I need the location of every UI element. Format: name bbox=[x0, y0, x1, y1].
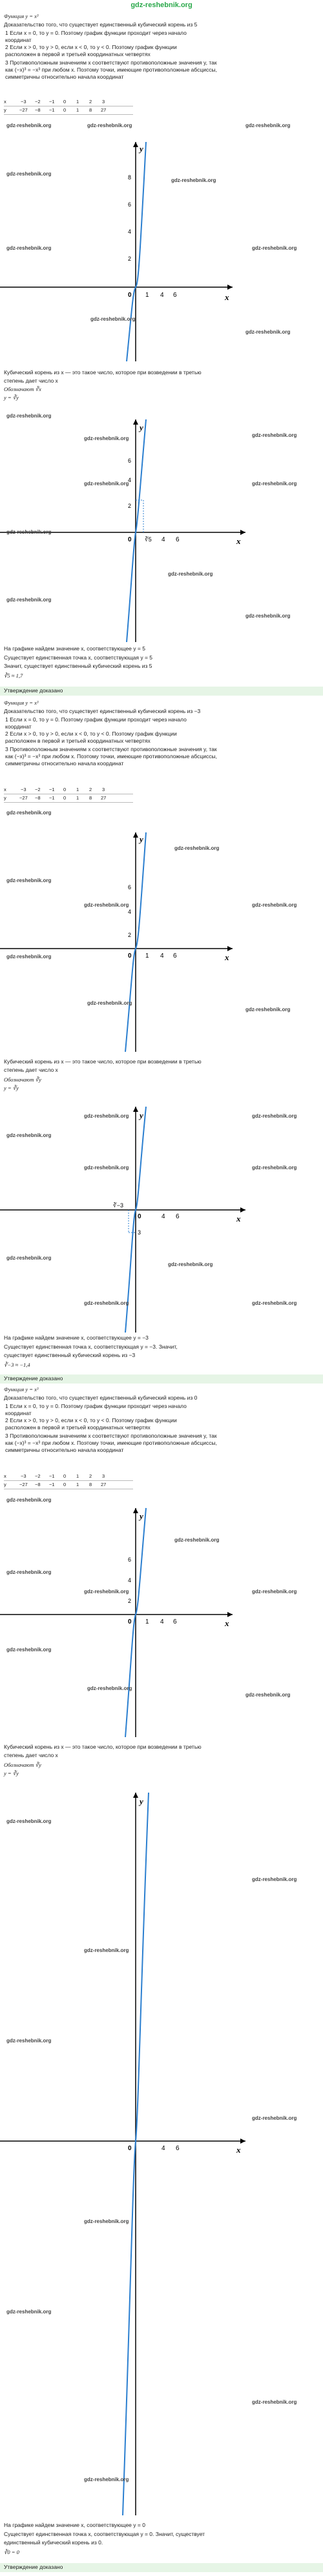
origin-label: 0 bbox=[128, 292, 132, 299]
table-row-x: x −3 −2 −1 0 1 2 3 bbox=[4, 1473, 133, 1481]
tick-y: 6 bbox=[128, 884, 132, 891]
function-line: Функция y = x³ bbox=[4, 1386, 39, 1393]
definition-line: степень дает число x bbox=[4, 377, 58, 384]
watermark: gdz-reshebnik.org bbox=[6, 2038, 52, 2044]
tick-y: 2 bbox=[128, 1598, 132, 1604]
tick-x: 6 bbox=[176, 2145, 180, 2152]
tick-x: 1 bbox=[145, 292, 149, 299]
value-table bbox=[4, 1473, 133, 1489]
tick-y: 6 bbox=[128, 458, 132, 464]
watermark: gdz-reshebnik.org bbox=[252, 2399, 297, 2405]
x-axis-label: x bbox=[236, 536, 241, 546]
graph-find: На графике найдем значение x, соответствующее y = −3 bbox=[4, 1334, 149, 1341]
result: ∛−3 ≈ −1,4 bbox=[4, 1362, 30, 1368]
watermark: gdz-reshebnik.org bbox=[168, 571, 213, 577]
watermark: gdz-reshebnik.org bbox=[6, 245, 52, 251]
origin-label: 0 bbox=[138, 1213, 141, 1220]
tick-x: 1 bbox=[145, 1618, 149, 1625]
watermark: gdz-reshebnik.org bbox=[87, 1685, 132, 1691]
case-2: 2 Если x > 0, то y > 0, если x < 0, то y < 0. Поэтому график функции расположен в первой и третьей координатных четвертях bbox=[5, 730, 177, 744]
tick-x: 4 bbox=[160, 1618, 164, 1625]
table-row-y: y −27 −8 −1 0 1 8 27 bbox=[4, 1481, 133, 1489]
watermark: gdz-reshebnik.org bbox=[252, 481, 297, 487]
watermark: gdz-reshebnik.org bbox=[6, 810, 52, 816]
x-axis-label: x bbox=[236, 1214, 241, 1223]
cube-root-graph bbox=[0, 403, 323, 642]
cube-graph bbox=[0, 116, 323, 361]
watermark: gdz-reshebnik.org bbox=[252, 902, 297, 908]
result: ∛0 = 0 bbox=[4, 2549, 19, 2555]
proof-intro: Доказательство того, что существует единственный кубический корень из −3 bbox=[4, 708, 201, 714]
watermark: gdz-reshebnik.org bbox=[87, 123, 132, 128]
watermark: gdz-reshebnik.org bbox=[245, 613, 291, 619]
watermark: gdz-reshebnik.org bbox=[252, 1589, 297, 1595]
watermark: gdz-reshebnik.org bbox=[252, 1300, 297, 1306]
tick-y: 8 bbox=[128, 174, 132, 181]
watermark: gdz-reshebnik.org bbox=[245, 1007, 291, 1012]
watermark: gdz-reshebnik.org bbox=[84, 1300, 129, 1306]
x-axis-label: x bbox=[225, 1618, 229, 1628]
watermark: gdz-reshebnik.org bbox=[84, 1589, 129, 1595]
proof-intro: Доказательство того, что существует единственный кубический корень из 0 bbox=[4, 1394, 198, 1401]
watermark: gdz-reshebnik.org bbox=[84, 481, 129, 487]
function-line: Функция y = x³ bbox=[4, 699, 39, 706]
table-row-y: y −27 −8 −1 0 1 8 27 bbox=[4, 794, 133, 803]
result: ∛5 ≈ 1,7 bbox=[4, 672, 23, 679]
watermark: gdz-reshebnik.org bbox=[245, 1692, 291, 1698]
inverse-function: y = ∛y bbox=[4, 394, 19, 401]
watermark: gdz-reshebnik.org bbox=[252, 1113, 297, 1119]
origin-label: 0 bbox=[128, 952, 132, 960]
definition-line: Кубический корень из x — это такое число, которое при возведении в третью bbox=[4, 1744, 202, 1750]
watermark: gdz-reshebnik.org bbox=[252, 245, 297, 251]
site-header bbox=[0, 0, 323, 10]
graph-find: На графике найдем значение x, соответствующее y = 5 bbox=[4, 645, 145, 652]
watermark: gdz-reshebnik.org bbox=[6, 954, 52, 960]
denote-line: Обозначают ∛x bbox=[4, 386, 41, 392]
watermark: gdz-reshebnik.org bbox=[168, 1262, 213, 1267]
tick-y: 3 bbox=[138, 1229, 141, 1236]
cube-graph bbox=[0, 807, 323, 1052]
table-row-x: x −3 −2 −1 0 1 2 3 bbox=[4, 98, 133, 106]
tick-x: 6 bbox=[173, 1618, 177, 1625]
watermark: gdz-reshebnik.org bbox=[252, 2115, 297, 2121]
proved-banner: Утверждение доказано bbox=[0, 1374, 323, 1384]
watermark: gdz-reshebnik.org bbox=[6, 529, 52, 535]
watermark: gdz-reshebnik.org bbox=[6, 1132, 52, 1138]
conclusion: Значит, существует единственный кубический корень из 5 bbox=[4, 663, 152, 669]
tick-x: 4 bbox=[160, 292, 164, 299]
case-2: 2 Если x > 0, то y > 0, если x < 0, то y < 0. Поэтому график функции расположен в первой и третьей координатных четвертях bbox=[5, 1417, 177, 1431]
tick-y: 4 bbox=[128, 228, 132, 235]
inverse-function: y = ∛y bbox=[4, 1770, 19, 1776]
proved-banner: Утверждение доказано bbox=[0, 687, 323, 696]
watermark: gdz-reshebnik.org bbox=[84, 2219, 129, 2224]
watermark: gdz-reshebnik.org bbox=[84, 1113, 129, 1119]
watermark: gdz-reshebnik.org bbox=[6, 1255, 52, 1261]
case-3: 3 Противоположным значениям x соответствуют противоположные значения y, так как (−x)³ = −x³ при любом x. Поэтому точки, имеющие противоположные абсциссы, симметричны относительно начала координат bbox=[5, 59, 218, 80]
watermark: gdz-reshebnik.org bbox=[171, 177, 216, 183]
tick-x: 4 bbox=[160, 952, 164, 960]
proof-intro: Доказательство того, что существует единственный кубический корень из 5 bbox=[4, 21, 198, 28]
value-table bbox=[4, 786, 133, 803]
cube-curve bbox=[127, 419, 146, 642]
watermark: gdz-reshebnik.org bbox=[6, 413, 52, 419]
watermark: gdz-reshebnik.org bbox=[87, 1000, 132, 1006]
cube-root-graph bbox=[0, 1094, 323, 1333]
watermark: gdz-reshebnik.org bbox=[252, 1877, 297, 1882]
x-axis-label: x bbox=[225, 292, 229, 302]
watermark: gdz-reshebnik.org bbox=[252, 1165, 297, 1171]
case-3: 3 Противоположным значениям x соответствуют противоположные значения y, так как (−x)³ = −x³ при любом x. Поэтому точки, имеющие противоположные абсциссы, симметричны относительно начала координат bbox=[5, 746, 218, 767]
y-axis-label: y bbox=[140, 144, 143, 154]
x-axis-label: x bbox=[225, 952, 229, 962]
cube-graph bbox=[0, 1492, 323, 1737]
watermark: gdz-reshebnik.org bbox=[84, 436, 129, 441]
graph-find: На графике найдем значение x, соответствующее y = 0 bbox=[4, 2522, 145, 2528]
case-1: 1 Если x = 0, то y = 0. Поэтому график функции проходит через начало координат bbox=[5, 1403, 187, 1416]
tick-x: 6 bbox=[173, 952, 177, 960]
tick-x: 1 bbox=[145, 952, 149, 960]
tick-x: 4 bbox=[162, 536, 165, 543]
watermark: gdz-reshebnik.org bbox=[245, 123, 291, 128]
denote-line: Обозначают ∛y bbox=[4, 1076, 41, 1083]
tick-y: 2 bbox=[128, 932, 132, 938]
site-logo[interactable]: gdz-reshebnik.org bbox=[130, 1, 193, 9]
watermark: gdz-reshebnik.org bbox=[84, 2477, 129, 2482]
watermark: gdz-reshebnik.org bbox=[6, 1497, 52, 1503]
origin-label: 0 bbox=[128, 536, 132, 543]
watermark: gdz-reshebnik.org bbox=[6, 2309, 52, 2315]
tick-x: 6 bbox=[176, 1213, 180, 1220]
watermark: gdz-reshebnik.org bbox=[6, 1818, 52, 1824]
watermark: gdz-reshebnik.org bbox=[84, 1947, 129, 1953]
watermark: gdz-reshebnik.org bbox=[84, 902, 129, 908]
tick-y: 6 bbox=[128, 201, 132, 208]
value-table bbox=[4, 98, 133, 115]
definition-line: Кубический корень из x — это такое число, которое при возведении в третью bbox=[4, 369, 202, 376]
inverse-function: y = ∛y bbox=[4, 1085, 19, 1091]
case-1: 1 Если x = 0, то y = 0. Поэтому график функции проходит через начало координат bbox=[5, 716, 187, 730]
watermark: gdz-reshebnik.org bbox=[90, 316, 136, 322]
case-1: 1 Если x = 0, то y = 0. Поэтому график функции проходит через начало координат bbox=[5, 30, 187, 43]
proved-banner: Утверждение доказано bbox=[0, 2563, 323, 2572]
table-row-y: y −27 −8 −1 0 1 8 27 bbox=[4, 106, 133, 115]
x-axis-label: x bbox=[236, 2145, 241, 2155]
unique-point: Существует единственная точка x, соответствующая y = −3. Значит, bbox=[4, 1343, 178, 1350]
tick-y: 4 bbox=[128, 1577, 132, 1584]
tick-x: 4 bbox=[162, 2145, 165, 2152]
cube-root-graph bbox=[0, 1780, 323, 2519]
watermark: gdz-reshebnik.org bbox=[84, 1165, 129, 1171]
origin-label: 0 bbox=[128, 2145, 132, 2152]
conclusion: единственный кубический корень из 0. bbox=[4, 2539, 103, 2546]
tick-x: 6 bbox=[173, 292, 177, 299]
watermark: gdz-reshebnik.org bbox=[252, 432, 297, 438]
watermark: gdz-reshebnik.org bbox=[6, 878, 52, 883]
origin-label: 0 bbox=[128, 1618, 132, 1625]
y-axis-label: y bbox=[140, 1511, 143, 1521]
watermark: gdz-reshebnik.org bbox=[6, 171, 52, 177]
y-axis-label: y bbox=[140, 1796, 143, 1806]
tick-y: 6 bbox=[128, 1556, 132, 1563]
watermark: gdz-reshebnik.org bbox=[245, 329, 291, 335]
function-line: Функция y = x³ bbox=[4, 13, 39, 19]
watermark: gdz-reshebnik.org bbox=[6, 597, 52, 603]
tick-y: 2 bbox=[128, 256, 132, 262]
case-2: 2 Если x > 0, то y > 0, если x < 0, то y < 0. Поэтому график функции расположен в первой и третьей координатных четвертях bbox=[5, 44, 177, 57]
tick-y: 2 bbox=[128, 503, 132, 509]
denote-line: Обозначают ∛y bbox=[4, 1762, 41, 1768]
root-label: ∛−3 bbox=[113, 1202, 123, 1209]
y-axis-label: y bbox=[140, 423, 143, 432]
y-axis-label: y bbox=[140, 1111, 143, 1120]
tick-x: 6 bbox=[176, 536, 180, 543]
definition-line: степень дает число x bbox=[4, 1752, 58, 1758]
watermark: gdz-reshebnik.org bbox=[6, 123, 52, 128]
unique-point: Существует единственная точка x, соответствующая y = 5 bbox=[4, 654, 153, 661]
definition-line: степень дает число x bbox=[4, 1067, 58, 1073]
watermark: gdz-reshebnik.org bbox=[174, 845, 220, 851]
definition-line: Кубический корень из x — это такое число, которое при возведении в третью bbox=[4, 1058, 202, 1065]
tick-y: 4 bbox=[128, 909, 132, 915]
conclusion: существует единственный кубический корень из −3 bbox=[4, 1352, 136, 1358]
root-label: ∛5 bbox=[145, 536, 152, 543]
unique-point: Существует единственная точка x, соответствующая y = 0. Значит, существует bbox=[4, 2531, 205, 2537]
tick-x: 4 bbox=[162, 1213, 165, 1220]
y-axis-label: y bbox=[140, 834, 143, 844]
case-3: 3 Противоположным значениям x соответствуют противоположные значения y, так как (−x)³ = −x³ при любом x. Поэтому точки, имеющие противоположные абсциссы, симметричны относительно начала координат bbox=[5, 1433, 218, 1453]
tick-y: 4 bbox=[128, 477, 132, 483]
watermark: gdz-reshebnik.org bbox=[6, 1569, 52, 1575]
table-row-x: x −3 −2 −1 0 1 2 3 bbox=[4, 786, 133, 794]
watermark: gdz-reshebnik.org bbox=[6, 1647, 52, 1653]
watermark: gdz-reshebnik.org bbox=[174, 1537, 220, 1543]
